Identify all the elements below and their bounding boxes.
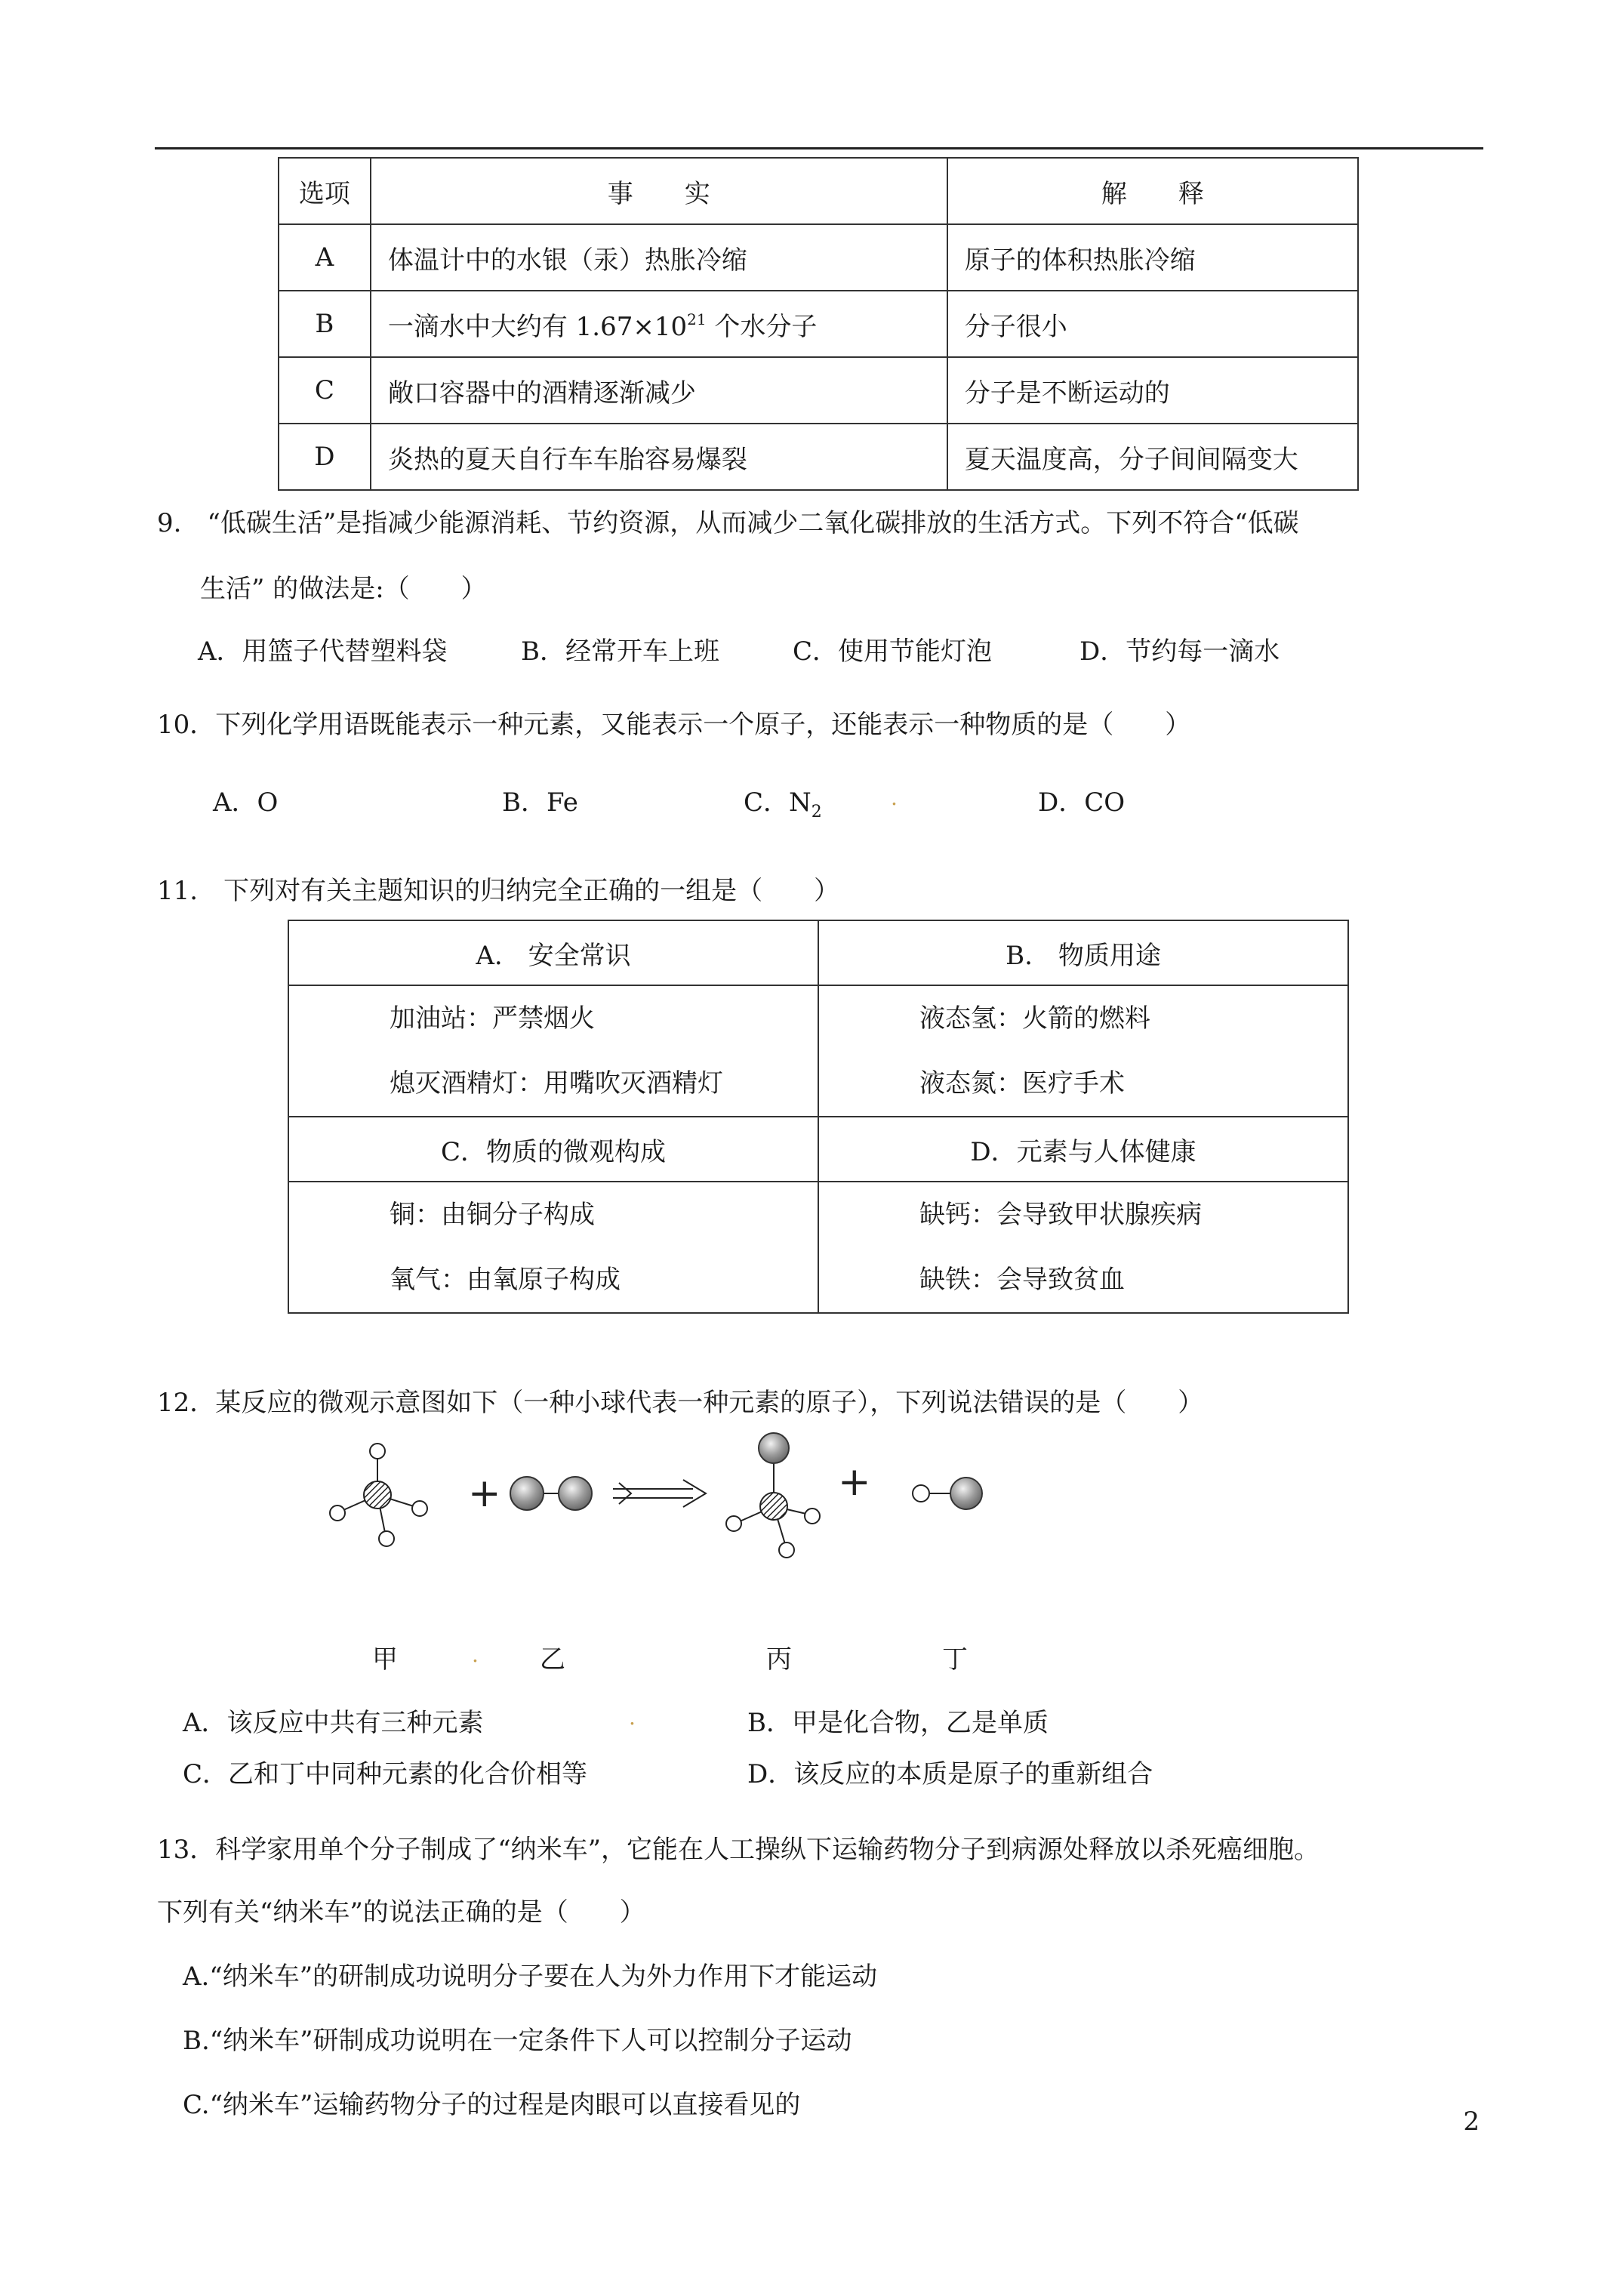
plus-sign: + [838, 1459, 871, 1505]
q10-option-c-text: C．N [744, 787, 812, 818]
q9-stem-line2: 生活” 的做法是:（ ） [200, 574, 487, 604]
col-header-fact: 事 实 [371, 158, 947, 224]
cell-c-content [288, 1182, 818, 1313]
cell-a-line2: 熄灭酒精灯：用嘴吹灭酒精灯 [390, 1068, 723, 1099]
row-fact [371, 291, 947, 357]
table-row [279, 357, 1358, 424]
q10-stem: 10．下列化学用语既能表示一种元素，又能表示一个原子，还能表示一种物质的是（ ） [157, 710, 1191, 740]
cell-b-heading: B. 物质用途 [818, 920, 1348, 985]
stray-dot: . [629, 1705, 636, 1730]
q10-option-b: B．Fe [502, 787, 578, 818]
reaction-diagram [0, 1419, 1623, 1616]
table-row [288, 985, 1348, 1117]
reaction-arrow [613, 1480, 706, 1507]
cell-d-content [818, 1182, 1348, 1313]
q9-option-b: B．经常开车上班 [521, 636, 719, 667]
cell-c-heading: C．物质的微观构成 [288, 1117, 818, 1182]
q13-option-a: A.“纳米车”的研制成功说明分子要在人为外力作用下才能运动 [183, 1962, 878, 1992]
q13-stem-line2: 下列有关“纳米车”的说法正确的是（ ） [157, 1897, 645, 1928]
q12-option-c: C．乙和丁中同种元素的化合价相等 [183, 1759, 588, 1789]
cell-b-content [818, 985, 1348, 1117]
table-header-row [279, 158, 1358, 224]
cell-a-heading: A. 安全常识 [288, 920, 818, 985]
table-row [288, 1117, 1348, 1182]
fact-text-tail: 个水分子 [706, 311, 818, 342]
stray-dot: . [891, 785, 898, 810]
col-header-explanation: 解 释 [947, 158, 1358, 224]
q12-option-d: D．该反应的本质是原子的重新组合 [747, 1759, 1153, 1789]
q10-option-a: A．O [213, 787, 279, 818]
row-explanation: 分子是不断运动的 [947, 357, 1358, 424]
row-fact: 敞口容器中的酒精逐渐减少 [371, 357, 947, 424]
row-option: A [279, 224, 371, 291]
cell-a-line1: 加油站：严禁烟火 [390, 1003, 595, 1034]
knowledge-table [288, 920, 1349, 1314]
col-header-option: 选项 [279, 158, 371, 224]
q10-option-d: D．CO [1038, 787, 1126, 818]
q13-option-c: C.“纳米车”运输药物分子的过程是肉眼可以直接看见的 [183, 2090, 801, 2120]
cell-d-line1: 缺钙：会导致甲状腺疾病 [919, 1200, 1202, 1230]
row-option: C [279, 357, 371, 424]
q11-stem: 11. 下列对有关主题知识的归纳完全正确的一组是（ ） [157, 876, 840, 906]
table-row [288, 1182, 1348, 1313]
facts-table [278, 157, 1359, 491]
row-fact: 体温计中的水银（汞）热胀冷缩 [371, 224, 947, 291]
cell-d-line2: 缺铁：会导致贫血 [919, 1265, 1125, 1295]
label-ding: 丁 [942, 1644, 968, 1675]
cell-b-line2: 液态氮：医疗手术 [919, 1068, 1125, 1099]
subscript: 2 [811, 803, 822, 821]
q13-option-b: B.“纳米车”研制成功说明在一定条件下人可以控制分子运动 [183, 2026, 852, 2056]
q12-stem: 12．某反应的微观示意图如下（一种小球代表一种元素的原子），下列说法错误的是（ ） [157, 1388, 1204, 1418]
label-yi: 乙 [540, 1644, 565, 1675]
row-fact: 炎热的夏天自行车车胎容易爆裂 [371, 424, 947, 490]
table-row [279, 291, 1358, 357]
row-explanation: 原子的体积热胀冷缩 [947, 224, 1358, 291]
header-rule [155, 147, 1483, 149]
q10-option-c [744, 781, 822, 821]
table-row [288, 920, 1348, 985]
table-row [279, 424, 1358, 490]
molecule-jia [330, 1444, 427, 1546]
cell-b-line1: 液态氢：火箭的燃料 [919, 1003, 1150, 1034]
q9-option-d: D．节约每一滴水 [1079, 636, 1280, 667]
label-bing: 丙 [766, 1644, 792, 1675]
q12-option-a: A．该反应中共有三种元素 [183, 1708, 484, 1738]
q9-option-c: C．使用节能灯泡 [793, 636, 993, 667]
molecule-yi [510, 1477, 592, 1510]
exponent: 21 [687, 310, 707, 328]
q12-option-b: B．甲是化合物，乙是单质 [747, 1708, 1049, 1738]
cell-a-content [288, 985, 818, 1117]
row-option: B [279, 291, 371, 357]
fact-text: 一滴水中大约有 1.67×10 [387, 311, 688, 342]
molecule-bing [726, 1433, 820, 1558]
row-option: D [279, 424, 371, 490]
plus-sign: + [468, 1471, 501, 1516]
row-explanation: 夏天温度高，分子间间隔变大 [947, 424, 1358, 490]
cell-d-heading: D．元素与人体健康 [818, 1117, 1348, 1182]
q13-stem-line1: 13．科学家用单个分子制成了“纳米车”，它能在人工操纵下运输药物分子到病源处释放以杀死癌细胞。 [157, 1835, 1320, 1865]
cell-c-line2: 氧气：由氧原子构成 [390, 1265, 621, 1295]
label-jia: 甲 [372, 1644, 398, 1675]
table-row [279, 224, 1358, 291]
page-number: 2 [1463, 2106, 1480, 2137]
molecule-ding [913, 1478, 982, 1509]
cell-c-line1: 铜：由铜分子构成 [390, 1200, 595, 1230]
row-explanation: 分子很小 [947, 291, 1358, 357]
q9-stem-line1: 9. “低碳生活”是指减少能源消耗、节约资源，从而减少二氧化碳排放的生活方式。下列不符合“低碳 [157, 508, 1299, 538]
q9-option-a: A．用篮子代替塑料袋 [198, 636, 448, 667]
stray-dot: . [472, 1642, 479, 1667]
